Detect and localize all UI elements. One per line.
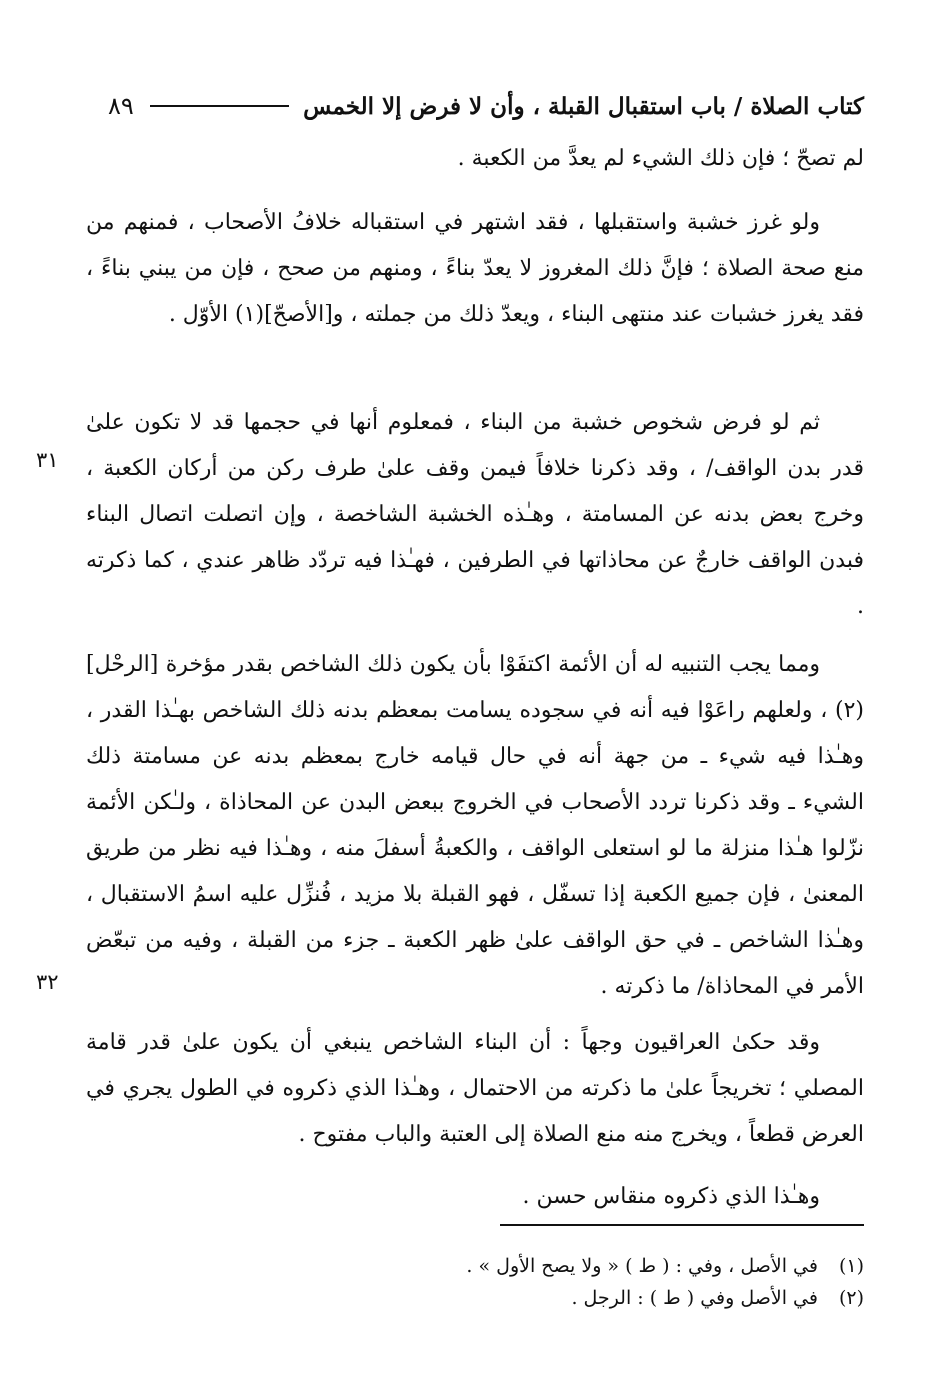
paragraph-text: لم تصحّ ؛ فإن ذلك الشيء لم يعدَّ من الكعبة .: [457, 146, 864, 171]
paragraph-text: ولو غرز خشبة واستقبلها ، فقد اشتهر في استقباله خلافُ الأصحاب ، فمنهم من منع صحة الصلاة ؛ فإنَّ ذلك المغروز لا يعدّ بناءً ، ومنهم من صحح ، فإن من يبني بناءً ، فقد يغرز خشبات عند منتهى البناء ، ويعدّ ذلك من جملته ، و[الأصحّ](١) الأوّل .: [86, 210, 864, 327]
footnote-number: (١): [838, 1255, 864, 1277]
running-header: [108, 84, 864, 128]
footnote-2: [360, 1282, 864, 1314]
paragraph-5: [86, 1174, 864, 1220]
footnote-text: في الأصل ، وفي : ( ط ) « ولا يصح الأول » .: [466, 1255, 818, 1277]
page-number: ٨٩: [108, 92, 134, 120]
footnotes: [360, 1250, 864, 1314]
paragraph-text: وقد حكىٰ العراقيون وجهاً : أن البناء الشاخص ينبغي أن يكون علىٰ قدر قامة المصلي ؛ تخريجاً علىٰ ما ذكرته من الاحتمال ، وهـٰذا الذي ذكروه في الطول يجري في العرض قطعاً ، ويخرج منه منع الصلاة إلى العتبة والباب مفتوح .: [86, 1030, 864, 1147]
paragraph-continuation: [86, 136, 864, 182]
paragraph-1: [86, 200, 864, 338]
paragraph-text: ومما يجب التنبيه له أن الأئمة اكتفَوْا بأن يكون ذلك الشاخص بقدر مؤخرة [الرحْل](٢) ، ولعلهم راعَوْا فيه أنه في سجوده يسامت بمعظم بدنه ذلك الشاخص بهـٰذا القدر ، وهـٰذا فيه شيء ـ من جهة أنه في حال قيامه خارج بمعظم بدنه عن مسامتة ذلك الشيء ـ وقد ذكرنا تردد الأصحاب في الخروج ببعض البدن عن المحاذاة ، ولـٰكن الأئمة نزّلوا هـٰذا منزلة ما لو استعلى الواقف ، والكعبةُ أسفلَ منه ، وهـٰذا فيه نظر من طريق المعنىٰ ، فإن جميع الكعبة إذا تسفّل ، فهو القبلة بلا مزيد ، فُنزِّل عليه اسمُ الاستقبال ، وهـٰذا الشاخص ـ في حق الواقف علىٰ ظهر الكعبة ـ جزء من القبلة ، وفيه من تبعّض الأمر في المحاذاة/ ما ذكرته .: [86, 652, 864, 999]
running-title: كتاب الصلاة / باب استقبال القبلة ، وأن لا فرض إلا الخمس: [303, 92, 864, 120]
paragraph-text: ثم لو فرض شخوص خشبة من البناء ، فمعلوم أنها في حجمها قد لا تكون علىٰ قدر بدن الواقف/ ، وقد ذكرنا خلافاً فيمن وقف علىٰ طرف ركن من أركان الكعبة ، وخرج بعض بدنه عن المسامتة ، وهـٰذه الخشبة الشاخصة ، وإن اتصلت اتصال البناء فبدن الواقف خارجٌ عن محاذاتها في الطرفين ، فهـٰذا فيه تردّد ظاهر عندي ، كما ذكرته .: [86, 410, 864, 619]
paragraph-4: [86, 1020, 864, 1158]
paragraph-3: [86, 642, 864, 1010]
header-rule: [150, 105, 289, 107]
footnote-number: (٢): [838, 1287, 864, 1309]
margin-folio-number: ٣٢: [36, 970, 59, 994]
margin-folio-number: ٣١: [36, 448, 59, 472]
paragraph-text: وهـٰذا الذي ذكروه منقاس حسن .: [522, 1184, 820, 1209]
paragraph-2: [86, 400, 864, 630]
footnote-text: في الأصل وفي ( ط ) : الرجل .: [571, 1287, 818, 1309]
footnote-separator: [500, 1224, 864, 1226]
footnote-1: [360, 1250, 864, 1282]
